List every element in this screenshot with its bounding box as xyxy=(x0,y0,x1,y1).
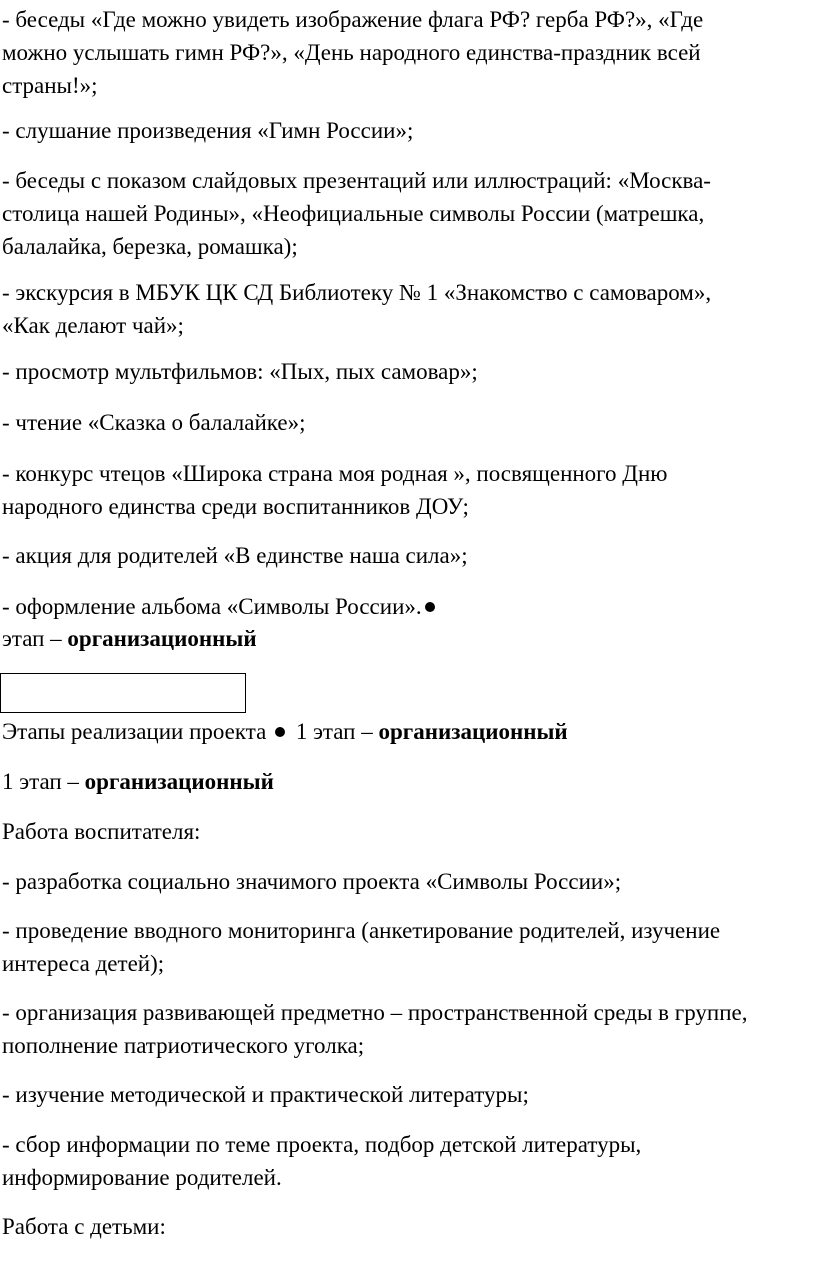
children-work-heading: Работа с детьми: xyxy=(2,1214,166,1239)
list-item-info-collection: - сбор информации по теме проекта, подбор детской литературы, информирование родителей. xyxy=(2,1132,642,1190)
list-item-album: - оформление альбома «Символы России». xyxy=(2,590,802,623)
list-item-contest: - конкурс чтецов «Широка страна моя родная », посвященного Дню народного единства среди воспитанников ДОУ; xyxy=(2,461,668,519)
stage-heading: этап – организационный xyxy=(2,626,257,651)
bullet-icon xyxy=(425,602,435,612)
list-item-cartoons: - просмотр мультфильмов: «Пых, пых самовар»; xyxy=(2,359,478,384)
list-item-conversations: - беседы «Где можно увидеть изображение флага РФ? герба РФ?», «Где можно услышать гимн РФ?», «День народного единства-праздник всей страны!»; xyxy=(2,7,704,98)
list-item-anthem: - слушание произведения «Гимн России»; xyxy=(2,118,414,143)
list-item-parents-action: - акция для родителей «В единстве наша сила»; xyxy=(2,543,468,568)
teacher-work-heading: Работа воспитателя: xyxy=(2,819,201,844)
bullet-icon xyxy=(275,727,285,737)
list-item-literature-study: - изучение методической и практической литературы; xyxy=(2,1082,529,1107)
list-item-monitoring: - проведение вводного мониторинга (анкетирование родителей, изучение интереса детей); xyxy=(2,918,721,976)
list-item-presentations: - беседы с показом слайдовых презентаций или иллюстраций: «Москва- столица нашей Родины», «Неофициальные символы России (матрешка, балалайка, березка, ромашка); xyxy=(2,168,711,259)
list-item-excursion: - экскурсия в МБУК ЦК СД Библиотеку № 1 «Знакомство с самоваром», «Как делают чай»; xyxy=(2,280,712,338)
stage-one-heading: 1 этап – организационный xyxy=(2,769,274,794)
list-item-reading: - чтение «Сказка о балалайке»; xyxy=(2,410,306,435)
list-item-project-development: - разработка социально значимого проекта «Символы России»; xyxy=(2,869,622,894)
list-item-environment: - организация развивающей предметно – пространственной среды в группе, пополнение патриотического уголка; xyxy=(2,1000,748,1058)
empty-frame xyxy=(0,673,246,713)
stages-heading: Этапы реализации проекта 1 этап – организационный xyxy=(2,719,568,744)
